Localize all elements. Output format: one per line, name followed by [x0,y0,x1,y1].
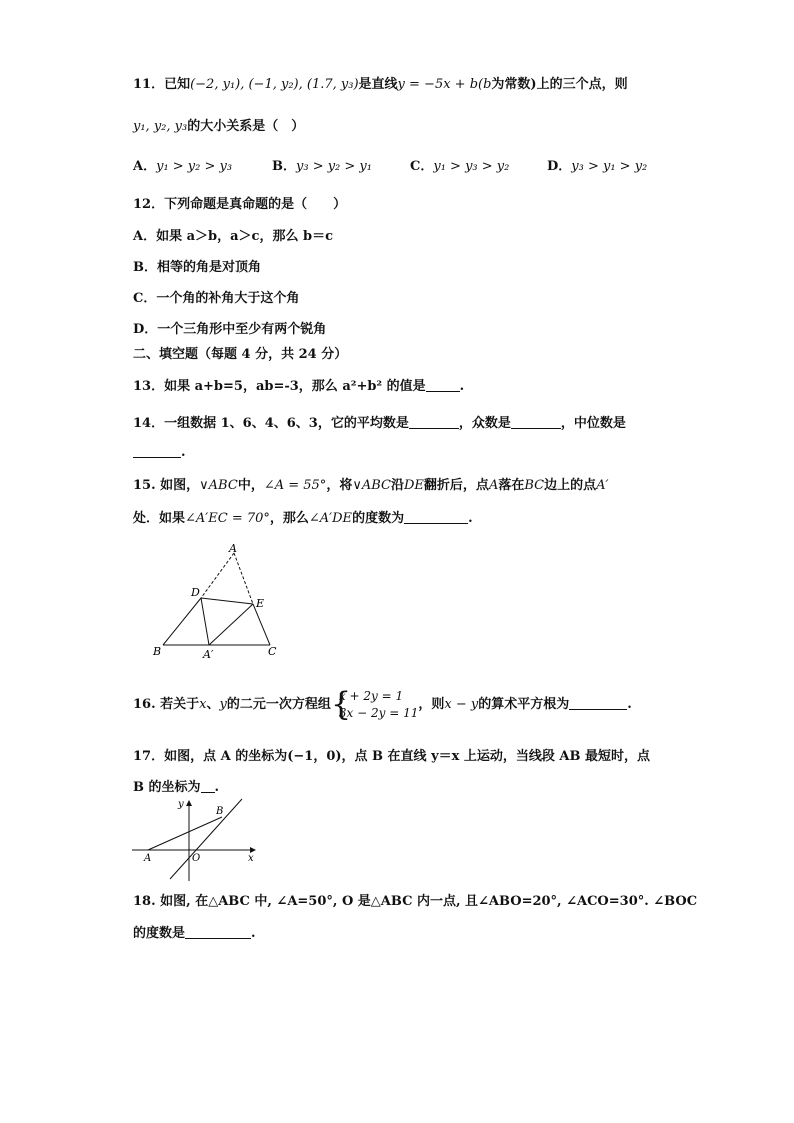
q15-text: 落在 [498,478,525,493]
q15-text: 边上的点 [544,478,597,493]
q11-line1 [133,73,628,92]
q12-option-a[interactable]: A．如果 a＞b，a＞c，那么 b＝c [133,229,333,244]
q15-math: A′ [596,478,609,493]
q15-text: 翻折后，点 [423,478,489,493]
q11-mid2: 为常数)上的三个点，则 [491,77,628,92]
q12-stem: 12．下列命题是真命题的是（ ） [133,197,347,212]
option-label: B． [272,159,296,174]
q15-math: ∠A′EC = 70° [185,511,270,526]
label-b: B [153,645,162,658]
label-a: A [229,542,237,555]
q13 [133,375,464,394]
q16-expr: x − y [444,697,479,712]
q15-text: 15. 如图， [133,478,200,493]
q15-math: ∠A′DE [308,511,353,526]
q14-p1: 14．一组数据 1、6、4、6、3，它的平均数是 [133,416,409,431]
fold-da-prime [201,598,209,645]
q15-text: ，那么 [269,511,309,526]
q13-text: 13．如果 a+b=5，ab=-3，那么 a²+b² 的值是 [133,379,426,394]
left-brace-icon: { [330,684,352,723]
label-a-prime: A′ [203,648,214,661]
q13-end: . [459,379,465,394]
q15-answer-blank[interactable] [404,511,468,524]
q16-eq1: x + 2y = 1 [338,688,404,703]
q15-text: 中， [237,478,264,493]
option-expr: y₃ > y₁ > y₂ [571,159,648,174]
q14-line1 [133,412,626,431]
option-expr: y₁ > y₂ > y₃ [156,159,233,174]
q17-text: B 的坐标为 [133,780,201,795]
q11-option-b[interactable] [272,155,372,174]
q18-answer-blank[interactable] [185,926,251,939]
q12-option-c[interactable]: C．一个角的补角大于这个角 [133,291,300,306]
q16-var-y: y [219,697,227,712]
q16-text: 的算术平方根为 [478,697,570,712]
q15-text: 的度数为 [352,511,405,526]
label-c: C [268,645,277,658]
q18-end: . [251,926,256,941]
q17-coordinate-figure [130,795,265,885]
q18-text: 的度数是 [133,926,186,941]
line-y-equals-x [170,799,242,879]
q15-math: ∨ABC [352,478,391,493]
fold-de [201,598,253,604]
label-b: B [216,806,224,817]
side-ad-dashed [201,553,234,598]
q15-text: ，将 [326,478,353,493]
q15-triangle-figure [145,540,285,665]
q11-mid1: 是直线 [358,77,398,92]
q14-line2 [133,445,186,460]
option-label: A． [133,159,157,174]
q16-text: 的二元一次方程组 [226,697,331,712]
label-y: y [178,799,184,810]
q15-math: A [488,478,499,493]
side-bd [163,598,201,645]
q11-vars: y₁, y₂, y₃ [133,119,188,134]
fold-ea-prime [209,604,253,645]
q11-option-a[interactable] [133,155,232,174]
q17-line1: 17．如图，点 A 的坐标为(−1，0)，点 B 在直线 y＝x 上运动，当线段 AB 最短时，点 [133,749,651,764]
option-label: C． [410,159,434,174]
q11-option-c[interactable] [410,155,509,174]
q16-text: ，则 [418,697,445,712]
q16-end: . [627,697,632,712]
q15-line1 [133,474,608,493]
q18-line2 [133,922,256,941]
q13-answer-blank[interactable] [426,379,460,392]
q15-math: BC [524,478,545,493]
q15-end: . [468,511,473,526]
q11-equation: y = −5x + b(b [397,77,492,92]
q11-points: (−2, y₁), (−1, y₂), (1.7, y₃) [190,77,359,92]
q11-line2 [133,115,304,134]
label-a: A [144,853,152,864]
q17-end: . [214,780,220,795]
q15-math: DE [404,478,424,493]
label-o: O [192,853,201,864]
q14-p3: ，中位数是 [560,416,626,431]
y-axis-arrow-icon [186,800,192,806]
q15-text: 沿 [390,478,404,493]
label-d: D [191,586,200,599]
q12-option-b[interactable]: B．相等的角是对顶角 [133,260,261,275]
q15-line2 [133,507,473,526]
label-x: x [248,853,254,864]
q14-p2: ，众数是 [458,416,511,431]
q14-mode-blank[interactable] [511,416,561,429]
q17-line2 [133,776,219,795]
q16-equation-system [330,684,419,723]
q11-prefix: 11．已知 [133,77,191,92]
q15-text: 处．如果 [133,511,186,526]
option-expr: y₃ > y₂ > y₁ [296,159,372,174]
q18-line1: 18. 如图, 在△ABC 中, ∠A=50°, O 是△ABC 内一点, 且∠ABO=20°, ∠ACO=30°. ∠BOC [133,894,698,909]
q16-text: 、 [206,697,220,712]
q12-option-d[interactable]: D．一个三角形中至少有两个锐角 [133,322,327,337]
q15-math: ∠A = 55° [263,478,327,493]
q16-var-x: x [199,697,207,712]
side-ec [253,604,270,645]
q11-option-d[interactable] [547,155,647,174]
label-e: E [256,597,265,610]
q16 [133,685,632,725]
q14-median-blank[interactable] [133,445,181,458]
q11-line2-text: 的大小关系是（ ） [187,119,305,134]
q14-end: . [181,445,186,460]
option-expr: y₁ > y₃ > y₂ [433,159,510,174]
q16-eq2: 3x − 2y = 11 [338,705,419,720]
side-ae-dashed [234,553,253,604]
q16-answer-blank[interactable] [569,697,627,710]
q15-math: ∨ABC [199,478,238,493]
q16-text: 16. 若关于 [133,697,200,712]
option-label: D． [547,159,572,174]
q14-mean-blank[interactable] [409,416,459,429]
section-heading: 二、填空题（每题 4 分，共 24 分） [133,347,348,362]
q17-answer-blank[interactable] [201,780,215,793]
